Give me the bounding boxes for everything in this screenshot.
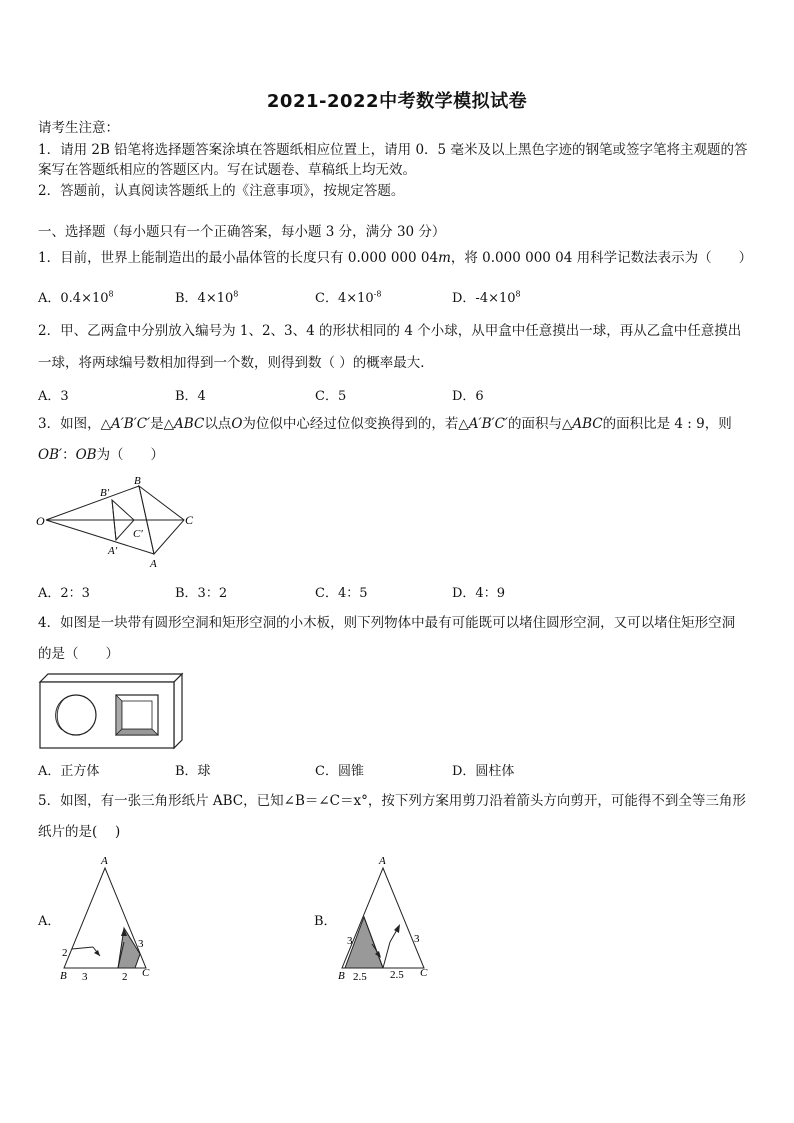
q2-option-c[interactable]: C．5 bbox=[315, 389, 347, 404]
q1-option-a-text: A．0.4×10 bbox=[38, 291, 109, 306]
q1-option-c-exp: -8 bbox=[373, 289, 382, 299]
notice-item-1-line-2: 案写在答题纸相应的答题区内。写在试题卷、草稿纸上均无效。 bbox=[38, 162, 416, 178]
q1-option-d-text: D．-4×10 bbox=[452, 291, 516, 306]
question-3-line-2 bbox=[38, 445, 164, 465]
q4-option-a[interactable]: A．正方体 bbox=[38, 764, 100, 779]
q5-option-a[interactable]: A． bbox=[38, 914, 61, 929]
q1-option-a[interactable] bbox=[38, 287, 114, 306]
notice-item-2: 2．答题前，认真阅读答题纸上的《注意事项》，按规定答题。 bbox=[38, 183, 405, 199]
q3-math: OB′ bbox=[38, 447, 63, 463]
q1-option-b[interactable] bbox=[175, 287, 238, 306]
q1-option-a-exp: 8 bbox=[108, 289, 114, 299]
q2-option-a[interactable]: A．3 bbox=[38, 389, 69, 404]
q3-option-d[interactable]: D．4：9 bbox=[452, 586, 505, 601]
q3-label-o: O bbox=[36, 514, 45, 528]
notice-heading: 请考生注意： bbox=[38, 120, 119, 136]
q3-option-c[interactable]: C．4：5 bbox=[315, 586, 368, 601]
q5a-base-2: 2 bbox=[122, 971, 128, 983]
q3-text: 的面积与 bbox=[507, 416, 562, 432]
q1-option-c-text: C．4×10 bbox=[315, 291, 374, 306]
q5b-side-3-right: 3 bbox=[414, 933, 420, 945]
q3-text: 是 bbox=[150, 416, 164, 432]
q2-option-d[interactable]: D．6 bbox=[452, 389, 484, 404]
q5a-label-a: A bbox=[101, 855, 108, 867]
q1-stem-part: ，将 0.000 000 04 用科学记数法表示为（ ） bbox=[450, 250, 753, 266]
q5a-side-2-left: 2 bbox=[62, 947, 68, 959]
section-heading: 一、选择题（每小题只有一个正确答案，每小题 3 分，满分 30 分） bbox=[38, 224, 446, 240]
q4-option-b[interactable]: B．球 bbox=[175, 764, 211, 779]
q3-math: △A′B′C′ bbox=[458, 416, 508, 432]
q5-figure-b bbox=[336, 852, 446, 984]
q4-wooden-board-figure bbox=[38, 672, 184, 752]
notice-item-1-line-1: 1．请用 2B 铅笔将选择题答案涂填在答题纸相应位置上，请用 0．5 毫米及以上黑色字迹的钢笔或签字笔将主观题的答 bbox=[38, 142, 748, 158]
q5b-label-c: C bbox=[420, 967, 428, 979]
q1-option-d-exp: 8 bbox=[515, 289, 521, 299]
q3-text: 为位似中心经过位似变换得到的，若 bbox=[242, 416, 459, 432]
q1-option-c[interactable] bbox=[315, 287, 381, 306]
q5a-label-b: B bbox=[60, 970, 67, 982]
q5b-base-2-5-right: 2.5 bbox=[390, 969, 404, 981]
q5a-label-c: C bbox=[142, 967, 150, 979]
q1-stem-part: 1．目前，世界上能制造出的最小晶体管的长度只有 0.000 000 04 bbox=[38, 250, 439, 266]
q3-label-a: A bbox=[150, 558, 157, 570]
q1-unit: m bbox=[438, 250, 451, 266]
q2-option-b[interactable]: B．4 bbox=[175, 389, 206, 404]
q1-option-d[interactable] bbox=[452, 287, 521, 306]
q5b-label-a: A bbox=[379, 855, 386, 867]
q3-text: 的面积比是 4 : 9，则 bbox=[602, 416, 732, 432]
question-5-line-2: 纸片的是( ) bbox=[38, 824, 121, 840]
question-5-line-1: 5．如图，有一张三角形纸片 ABC，已知∠B＝∠C＝x°，按下列方案用剪刀沿着箭头方向剪开，可能得不到全等三角形 bbox=[38, 793, 746, 809]
q5b-label-b: B bbox=[338, 970, 345, 982]
rectangle-hole-shape bbox=[116, 695, 158, 735]
q1-option-b-exp: 8 bbox=[233, 289, 239, 299]
q3-text: 以点 bbox=[204, 416, 232, 432]
q5b-base-2-5-left: 2.5 bbox=[353, 971, 367, 983]
q5a-base-3: 3 bbox=[82, 971, 88, 983]
q5b-side-3-left: 3 bbox=[347, 935, 353, 947]
q5-option-b[interactable]: B． bbox=[314, 914, 337, 929]
question-1-stem bbox=[38, 248, 752, 268]
q3-label-b-prime: B′ bbox=[100, 487, 110, 499]
q3-option-a[interactable]: A．2：3 bbox=[38, 586, 90, 601]
page-title: 2021-2022中考数学模拟试卷 bbox=[266, 91, 528, 112]
q3-math: △ABC bbox=[561, 416, 603, 432]
q5-figure-a bbox=[58, 852, 168, 984]
q3-option-b[interactable]: B．3：2 bbox=[175, 586, 228, 601]
q3-label-c-prime: C′ bbox=[133, 528, 143, 540]
q3-label-a-prime: A′ bbox=[108, 545, 118, 557]
q3-text: 为（ ） bbox=[96, 447, 165, 463]
question-2-line-2: 一球，将两球编号数相加得到一个数，则得到数（ ）的概率最大． bbox=[38, 355, 434, 371]
q4-option-c[interactable]: C．圆锥 bbox=[315, 764, 364, 779]
q3-math: △ABC bbox=[163, 416, 205, 432]
q3-math: OB bbox=[75, 447, 97, 463]
q5a-side-3-right: 3 bbox=[138, 938, 144, 950]
q3-similar-triangles-figure bbox=[34, 470, 204, 570]
question-3-line-1 bbox=[38, 414, 732, 434]
q3-label-b: B bbox=[134, 475, 141, 487]
q1-option-b-text: B．4×10 bbox=[175, 291, 234, 306]
question-4-line-1: 4．如图是一块带有圆形空洞和矩形空洞的小木板，则下列物体中最有可能既可以堵住圆形空洞，又可以堵住矩形空洞 bbox=[38, 615, 736, 631]
question-4-line-2: 的是（ ） bbox=[38, 646, 119, 662]
q3-math: △A′B′C′ bbox=[100, 416, 151, 432]
q3-math: O bbox=[231, 416, 243, 432]
question-2-line-1: 2．甲、乙两盒中分别放入编号为 1、2、3、4 的形状相同的 4 个小球，从甲盒中任意摸出一球，再从乙盒中任意摸出 bbox=[38, 323, 742, 339]
q3-text: 3．如图， bbox=[38, 416, 101, 432]
q4-option-d[interactable]: D．圆柱体 bbox=[452, 764, 515, 779]
q3-text: ： bbox=[62, 447, 76, 463]
q3-label-c: C bbox=[185, 513, 194, 527]
